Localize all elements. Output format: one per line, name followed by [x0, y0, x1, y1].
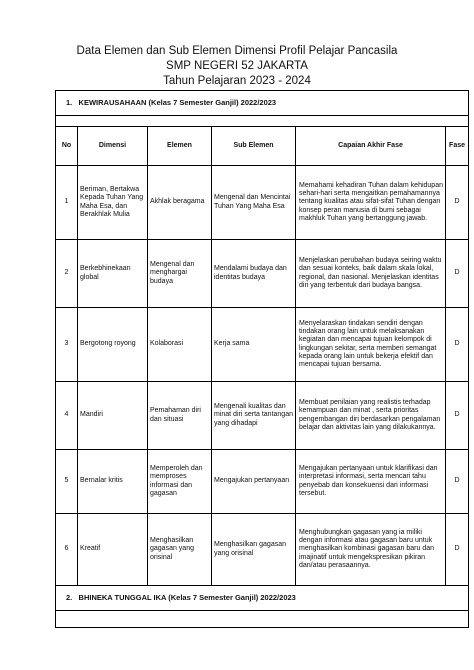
row-sub-elemen: Mendalami budaya dan identitas budaya [212, 240, 296, 308]
col-sub-elemen: Sub Elemen [212, 127, 296, 166]
row-no: 6 [56, 514, 78, 586]
table-row [56, 240, 469, 308]
table-row [56, 450, 469, 514]
section-1-label: KEWIRAUSAHAAN (Kelas 7 Semester Ganjil) 2022/2023 [78, 97, 277, 107]
academic-year: Tahun Pelajaran 2023 - 2024 [163, 75, 311, 87]
section-1-title [56, 91, 469, 116]
row-dimensi: Bergotong royong [78, 308, 148, 382]
row-elemen: Kolaborasi [148, 308, 212, 382]
table-row [56, 382, 469, 450]
row-elemen: Menghasilkan gagasan yang orisinal [148, 514, 212, 586]
row-no: 2 [56, 240, 78, 308]
row-capaian: Menghubungkan gagasan yang ia miliki dengan informasi atau gagasan baru untuk menghasilkan kombinasi gagasan baru dan imajinatif untuk mengekspresikan pikiran dan/atau perasaannya. [296, 514, 446, 586]
col-elemen: Elemen [148, 127, 212, 166]
row-capaian: Membuat penilaian yang realistis terhadap kemampuan dan minat , serta prioritas pengembangan diri berdasarkan pengalaman belajar dan aktivitas lain yang dilakukannya. [296, 382, 446, 450]
col-fase: Fase [446, 127, 469, 166]
table-row [56, 514, 469, 586]
row-dimensi: Kreatif [78, 514, 148, 586]
row-elemen: Mengenal dan menghargai budaya [148, 240, 212, 308]
section-2-label: BHINEKA TUNGGAL IKA (Kelas 7 Semester Ganjil) 2022/2023 [78, 592, 296, 602]
row-capaian: Memahami kehadiran Tuhan dalam kehidupan sehari-hari serta mengaitkan pemahamannya tentang kualitas atau sifat-sifat Tuhan dengan konsep peran manusia di bumi sebagai makhluk Tuhan yang bertanggung jawab. [296, 166, 446, 240]
row-no: 3 [56, 308, 78, 382]
row-capaian: Mengajukan pertanyaan untuk klarifikasi dan interpretasi informasi, serta mencari tahu penyebab dan konsekuensi dari informasi tersebut. [296, 450, 446, 514]
section-2-header [56, 586, 469, 611]
table-row [56, 166, 469, 240]
row-sub-elemen: Kerja sama [212, 308, 296, 382]
row-fase: D [446, 308, 469, 382]
row-dimensi: Bernalar kritis [78, 450, 148, 514]
row-elemen: Pemahaman diri dan situasi [148, 382, 212, 450]
row-fase: D [446, 240, 469, 308]
school-name: SMP NEGERI 52 JAKARTA [166, 60, 308, 72]
row-dimensi: Beriman, Bertakwa Kepada Tuhan Yang Maha Esa, dan Berakhlak Mulia [78, 166, 148, 240]
row-dimensi: Berkebhinekaan global [78, 240, 148, 308]
row-no: 5 [56, 450, 78, 514]
section-1-header [56, 91, 469, 116]
row-sub-elemen: Mengenal dan Mencintai Tuhan Yang Maha Esa [212, 166, 296, 240]
row-fase: D [446, 514, 469, 586]
row-fase: D [446, 450, 469, 514]
row-sub-elemen: Menghasilkan gagasan yang orisinal [212, 514, 296, 586]
row-sub-elemen: Mengenali kualitas dan minat diri serta tantangan yang dihadapi [212, 382, 296, 450]
section-2-title [56, 586, 469, 611]
row-no: 4 [56, 382, 78, 450]
section-2-number: 2. [66, 592, 73, 602]
col-no: No [56, 127, 78, 166]
row-capaian: Menjelaskan perubahan budaya seiring waktu dan sesuai konteks, baik dalam skala lokal, regional, dan nasional. Menjelaskan identitas diri yang terbentuk dari budaya bangsa. [296, 240, 446, 308]
table-header-row [56, 127, 469, 166]
row-elemen: Akhlak beragama [148, 166, 212, 240]
row-fase: D [446, 166, 469, 240]
section-1-number: 1. [66, 97, 73, 107]
row-elemen: Memperoleh dan memproses informasi dan gagasan [148, 450, 212, 514]
row-fase: D [446, 382, 469, 450]
row-dimensi: Mandiri [78, 382, 148, 450]
table-row [56, 308, 469, 382]
profile-table [55, 90, 469, 628]
col-capaian: Capaian Akhir Fase [296, 127, 446, 166]
row-no: 1 [56, 166, 78, 240]
document-title: Data Elemen dan Sub Elemen Dimensi Profil Pelajar Pancasila [76, 45, 398, 57]
row-sub-elemen: Mengajukan pertanyaan [212, 450, 296, 514]
col-dimensi: Dimensi [78, 127, 148, 166]
row-capaian: Menyelaraskan tindakan sendiri dengan tindakan orang lain untuk melaksanakan kegiatan dan mencapai tujuan kelompok di lingkungan sekitar, serta memberi semangat kepada orang lain untuk bekerja efektif dan mencapai tujuan bersama. [296, 308, 446, 382]
